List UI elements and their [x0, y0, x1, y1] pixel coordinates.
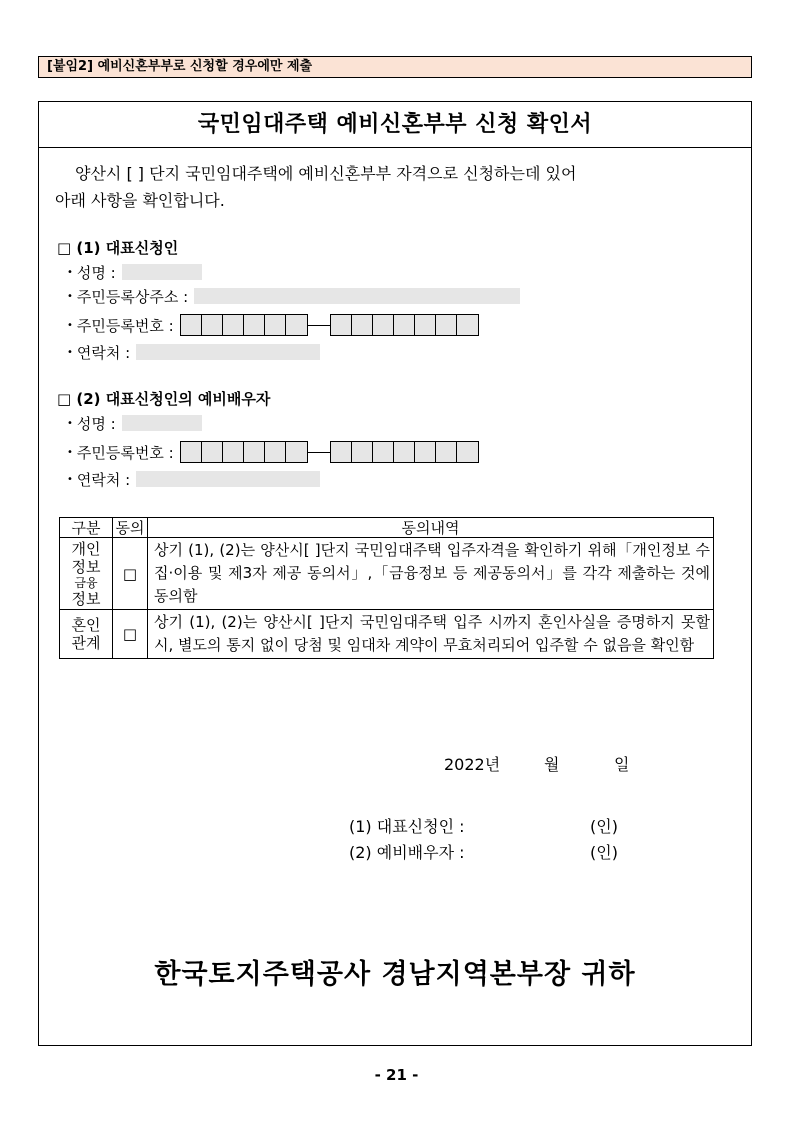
intro-line-2: 아래 사항을 확인합니다.	[55, 191, 225, 210]
applicant-contact-field[interactable]	[136, 344, 320, 360]
rrn-front-boxes[interactable]	[180, 314, 308, 336]
section1-heading: □ (1) 대표신청인	[57, 239, 179, 257]
category-line: 관계	[71, 634, 101, 652]
applicant-name-field[interactable]	[122, 264, 202, 280]
applicant-name-row	[67, 261, 202, 283]
spouse-contact-label: 연락처 :	[76, 470, 131, 489]
category-line: 금융	[74, 575, 98, 590]
page-number: - 21 -	[374, 1066, 419, 1084]
consent-text-marriage: 상기 (1), (2)는 양산시[ ]단지 국민임대주택 입주 시까지 혼인사실을 증명하지 못할 시, 별도의 통지 없이 당첨 및 임대차 계약이 무효처리되어 입주할 수 없음을 확인함	[148, 610, 714, 659]
attachment-label: [붙임2] 예비신혼부부로 신청할 경우에만 제출	[38, 56, 752, 78]
rrn-dash	[308, 325, 330, 326]
seal-spouse[interactable]: (인)	[590, 843, 618, 862]
category-line: 혼인	[71, 616, 101, 634]
consent-row-marriage	[60, 610, 714, 659]
bullet-icon: •	[67, 473, 73, 485]
spouse-name-label: 성명 :	[76, 414, 116, 433]
date-year: 2022년	[444, 755, 501, 774]
applicant-contact-row	[67, 341, 320, 363]
consent-table-header	[60, 518, 714, 538]
date-day: 일	[614, 755, 630, 774]
spouse-rrn-row	[67, 441, 479, 463]
category-line: 개인	[71, 539, 101, 558]
consent-checkbox-marriage[interactable]: □	[113, 610, 148, 659]
consent-table	[59, 517, 714, 659]
consent-text-privacy: 상기 (1), (2)는 양산시[ ]단지 국민임대주택 입주자격을 확인하기 위해「개인정보 수집·이용 및 제3자 제공 동의서」,「금융정보 등 제공동의서」를 각각 제출하는 것에 동의함	[148, 538, 714, 610]
consent-row-privacy	[60, 538, 714, 610]
applicant-address-row	[67, 285, 520, 307]
applicant-address-label: 주민등록상주소 :	[76, 287, 189, 306]
spouse-name-field[interactable]	[122, 415, 202, 431]
spouse-name-row	[67, 412, 202, 434]
category-cell	[60, 610, 113, 659]
intro-line-1: 양산시 [ ] 단지 국민임대주택에 예비신혼부부 자격으로 신청하는데 있어	[75, 164, 577, 183]
bullet-icon: •	[67, 319, 73, 331]
signature-label-spouse: (2) 예비배우자 :	[349, 843, 465, 862]
addressee: 한국토지주택공사 경남지역본부장 귀하	[154, 959, 636, 990]
bullet-icon: •	[67, 266, 73, 278]
confirmation-form	[38, 101, 752, 1046]
rrn-dash	[308, 452, 330, 453]
spouse-rrn-field[interactable]	[180, 441, 479, 463]
signature-label-applicant: (1) 대표신청인 :	[349, 817, 465, 836]
applicant-address-field[interactable]	[194, 288, 520, 304]
category-cell	[60, 538, 113, 610]
consent-checkbox-privacy[interactable]: □	[113, 538, 148, 610]
applicant-name-label: 성명 :	[76, 263, 116, 282]
bullet-icon: •	[67, 446, 73, 458]
bullet-icon: •	[67, 346, 73, 358]
section2-heading: □ (2) 대표신청인의 예비배우자	[57, 390, 271, 408]
header-consent: 동의	[113, 518, 148, 538]
header-details: 동의내역	[148, 518, 714, 538]
spouse-contact-field[interactable]	[136, 471, 320, 487]
form-title: 국민임대주택 예비신혼부부 신청 확인서	[39, 102, 751, 148]
spouse-contact-row	[67, 468, 320, 490]
intro-paragraph	[55, 160, 735, 214]
category-line: 정보	[71, 589, 101, 608]
applicant-rrn-field[interactable]	[180, 314, 479, 336]
date-month: 월	[544, 755, 560, 774]
spouse-rrn-label: 주민등록번호 :	[76, 443, 174, 462]
seal-applicant[interactable]: (인)	[590, 817, 618, 836]
applicant-rrn-label: 주민등록번호 :	[76, 316, 174, 335]
rrn-back-boxes[interactable]	[330, 314, 479, 336]
bullet-icon: •	[67, 290, 73, 302]
applicant-contact-label: 연락처 :	[76, 343, 131, 362]
rrn-front-boxes[interactable]	[180, 441, 308, 463]
rrn-back-boxes[interactable]	[330, 441, 479, 463]
applicant-rrn-row	[67, 314, 479, 336]
header-category: 구분	[60, 518, 113, 538]
category-line: 정보	[71, 557, 101, 576]
bullet-icon: •	[67, 417, 73, 429]
